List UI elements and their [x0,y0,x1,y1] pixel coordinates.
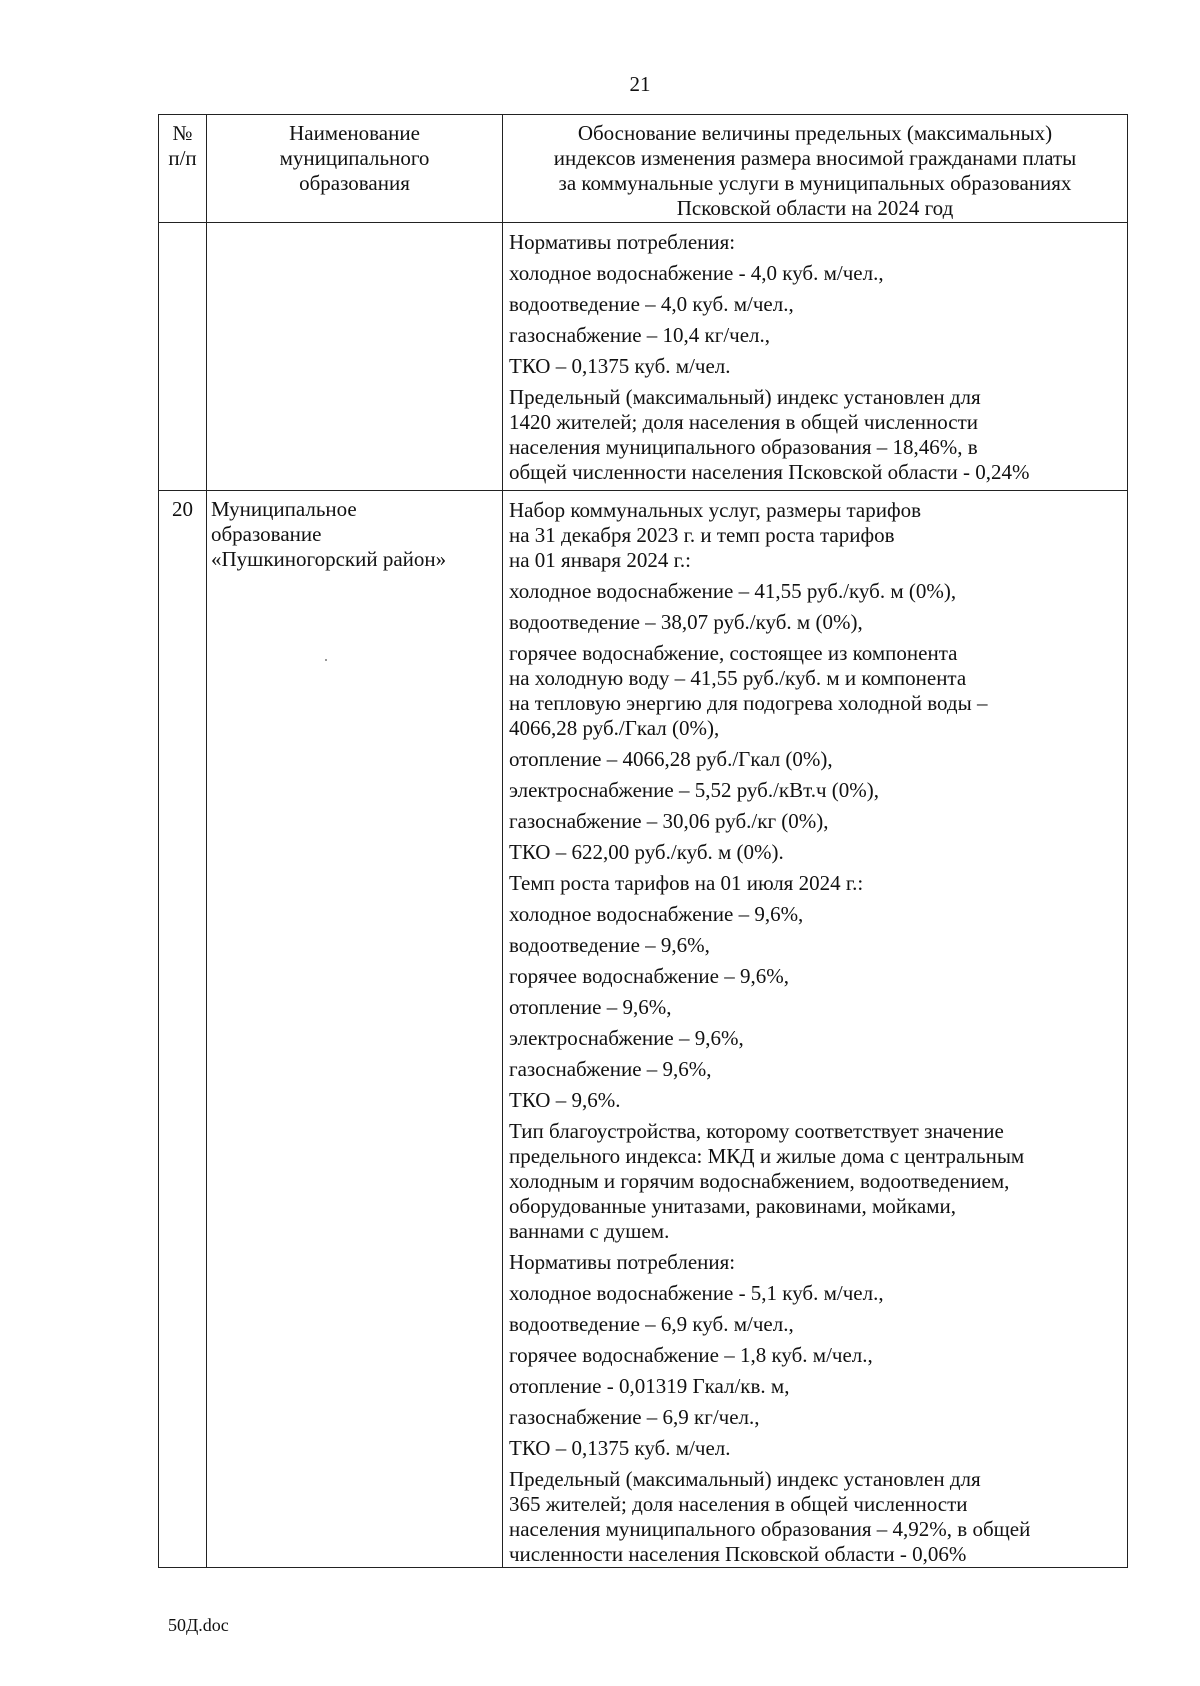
row-justification [503,491,1128,1568]
justification-paragraph: ТКО – 0,1375 куб. м/чел. [509,354,731,378]
justification-paragraph: газоснабжение – 10,4 кг/чел., [509,323,771,347]
justification-paragraph: ТКО – 622,00 руб./куб. м (0%). [509,840,784,864]
page-number: 21 [629,72,651,96]
table-row [159,223,1128,491]
table-header-row [159,115,1128,223]
justification-paragraph: электроснабжение – 9,6%, [509,1026,744,1050]
justification-paragraph: отопление – 4066,28 руб./Гкал (0%), [509,747,833,771]
header-number: № п/п [159,115,207,223]
justification-paragraph: газоснабжение – 30,06 руб./кг (0%), [509,809,829,833]
justification-paragraph: водоотведение – 38,07 руб./куб. м (0%), [509,610,863,634]
footer-filename: 50Д.doc [168,1615,229,1635]
justification-paragraph: Предельный (максимальный) индекс установлен для 1420 жителей; доля населения в общей численности населения муниципального образования – 18,46%, в общей численности населения Псковской области - 0,24% [509,385,1030,484]
justification-paragraph: электроснабжение – 5,52 руб./кВт.ч (0%), [509,778,880,802]
justification-paragraph: холодное водоснабжение – 9,6%, [509,902,804,926]
justification-paragraph: газоснабжение – 6,9 кг/чел., [509,1405,760,1429]
justification-paragraph: водоотведение – 6,9 куб. м/чел., [509,1312,794,1336]
justification-paragraph: холодное водоснабжение - 4,0 куб. м/чел., [509,261,884,285]
justification-paragraph: Нормативы потребления: [509,230,736,254]
justification-paragraph: горячее водоснабжение – 1,8 куб. м/чел., [509,1343,873,1367]
row-number: 20 [159,491,207,1568]
justification-paragraph: холодное водоснабжение - 5,1 куб. м/чел., [509,1281,884,1305]
justification-paragraph: Нормативы потребления: [509,1250,736,1274]
scan-speck [325,659,327,661]
row-number [159,223,207,491]
justification-paragraph: отопление - 0,01319 Гкал/кв. м, [509,1374,790,1398]
justification-paragraph: горячее водоснабжение, состоящее из компонента на холодную воду – 41,55 руб./куб. м и компонента на тепловую энергию для подогрева холодной воды – 4066,28 руб./Гкал (0%), [509,641,988,740]
justification-paragraph: ТКО – 9,6%. [509,1088,621,1112]
justification-paragraph: Предельный (максимальный) индекс установлен для 365 жителей; доля населения в общей численности населения муниципального образования – 4,92%, в общей численности населения Псковской области - 0,06% [509,1467,1031,1566]
justification-paragraph: горячее водоснабжение – 9,6%, [509,964,789,988]
table-row [159,491,1128,1568]
table-body [159,223,1128,1568]
justification-paragraph: водоотведение – 4,0 куб. м/чел., [509,292,794,316]
header-municipality-name: Наименование муниципального образования [207,115,503,223]
justification-paragraph: водоотведение – 9,6%, [509,933,710,957]
tariff-table [158,114,1128,1568]
justification-paragraph: газоснабжение – 9,6%, [509,1057,712,1081]
justification-paragraph: ТКО – 0,1375 куб. м/чел. [509,1436,731,1460]
row-justification [503,223,1128,491]
justification-paragraph: Тип благоустройства, которому соответствует значение предельного индекса: МКД и жилые дома с центральным холодным и горячим водоснабжением, водоотведением, оборудованные унитазами, раковинами, мойками, ваннами с душем. [509,1119,1025,1243]
header-justification: Обоснование величины предельных (максимальных) индексов изменения размера вносимой гражданами платы за коммунальные услуги в муниципальных образованиях Псковской области на 2024 год [503,115,1128,223]
justification-paragraph: отопление – 9,6%, [509,995,672,1019]
justification-paragraph: Темп роста тарифов на 01 июля 2024 г.: [509,871,864,895]
justification-paragraph: Набор коммунальных услуг, размеры тарифов на 31 декабря 2023 г. и темп роста тарифов на 01 января 2024 г.: [509,498,921,572]
row-municipality-name: Муниципальное образование «Пушкиногорский район» [207,491,503,1568]
row-municipality-name [207,223,503,491]
justification-paragraph: холодное водоснабжение – 41,55 руб./куб. м (0%), [509,579,957,603]
